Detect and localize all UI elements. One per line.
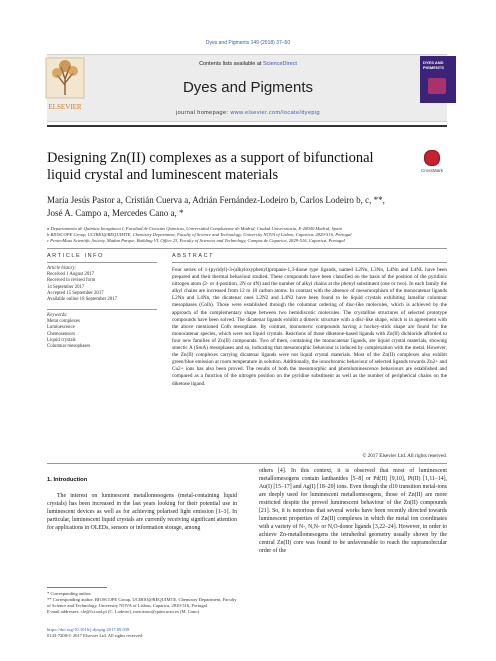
history-label: Article history:	[47, 266, 77, 271]
crossmark-label: CrossMark	[421, 168, 443, 173]
history-received: Received 1 August 2017	[47, 272, 95, 278]
article-info-heading: ARTICLE INFO	[47, 253, 104, 259]
introduction-heading: 1. Introduction	[47, 477, 88, 483]
sciencedirect-link[interactable]: ScienceDirect	[262, 61, 297, 67]
journal-cover-image	[420, 56, 456, 103]
footnotes	[47, 591, 237, 615]
authors-line-1: María Jesús Pastor a, Cristián Cuerva a, Adrián Fernández-Lodeiro b, Carlos Lodeiro b, c, **,	[47, 195, 385, 205]
contents-prefix: Contents lists available at	[199, 61, 263, 67]
history-accepted: Accepted 15 September 2017	[47, 290, 104, 296]
history-revised-date: 14 September 2017	[47, 284, 85, 290]
journal-reference[interactable]: Dyes and Pigments 149 (2018) 37–50	[205, 40, 291, 46]
authors-line-2: José A. Campo a, Mercedes Cano a, *	[47, 208, 184, 218]
history-revised: Received in revised form	[47, 278, 96, 284]
affiliation-b: b BIOSCOPE Group, UCIBIO@REQUIMTE, Chemistry Department, Faculty of Science and Technology, University NOVA of Lisbon, Caparica, 2829-516, Portugal	[47, 232, 352, 237]
keywords-label: Keywords:	[47, 313, 68, 318]
affiliation-divider	[47, 248, 447, 249]
homepage-link[interactable]: www.elsevier.com/locate/dyepig	[230, 110, 320, 116]
history-online: Available online 18 September 2017	[47, 297, 117, 303]
article-doi-block	[47, 627, 247, 639]
footnote-corresponding: * Corresponding author.	[47, 591, 92, 596]
homepage-prefix: journal homepage:	[176, 110, 231, 116]
doi-link[interactable]: https://doi.org/10.1016/j.dyepig.2017.09.039	[47, 627, 130, 632]
abstract-end-divider	[47, 463, 447, 464]
crossmark-badge[interactable]	[412, 150, 452, 173]
abstract-heading: ABSTRACT	[172, 253, 215, 259]
introduction-right-column: others [4]. In this context, it is observed that most of luminescent metallomesogens contain lanthanides [5–8] or Pd(II) [9,10], Pt(II) [1,11–14], Au(I) [15–17] and Ag(I) [18–20] ions. Even though the d10 transition metal-ions are deeply used for luminescent metallomesogens, those of Zn(II) are more restricted despite the proved luminescent behaviour of the Zn(II) compounds [21]. So, it is notorious that several works have been recently directed towards luminescent properties of Zn(II) complexes in which the metal ion coordinates with a variety of N-, N,N- or N,O-donor ligands [3,22–24]. However, in order to achieve Zn-metallomesogens the tetrahedral geometry usually shown by the central Zn(II) core was found to be unfavourable to reach the supramolecular order of the	[259, 468, 447, 554]
article-info-rule	[47, 262, 157, 263]
crossmark-icon	[424, 150, 440, 166]
article-history	[47, 266, 157, 303]
keyword-item: Columnar mesophases	[47, 344, 91, 350]
issn-line: 0143-7208/© 2017 Elsevier Ltd. All rights reserved.	[47, 633, 144, 638]
affiliation-c: c ProteoMass Scientific Society, Madan Parque, Building VI, Office 23, Faculty of Sciences and Technology, Campus de Caparica, 2829-516, Caparica, Portugal	[47, 238, 345, 243]
journal-homepage	[0, 110, 496, 116]
cover-art	[428, 78, 446, 94]
affiliation-a: a Departamento de Química Inorgánica I, Facultad de Ciencias Químicas, Universidad Complutense de Madrid, Ciudad Universitaria, E-28040 Madrid, Spain	[47, 226, 342, 231]
elsevier-wordmark: ELSEVIER	[48, 103, 82, 111]
keyword-item: Luminescence	[47, 325, 75, 331]
keyword-item: Metal complexes	[47, 319, 80, 325]
keyword-item: Chemosensors	[47, 331, 75, 337]
keywords-rule	[47, 309, 157, 310]
footnote-corresponding-2: ** Corresponding author. BIOSCOPE Group, UCIBIO@REQUIMTE, Chemistry Department, Faculty of Science and Technology, University NOVA of Lisbon, Caparica, 2829-516, Portugal.	[47, 597, 237, 608]
keyword-item: Liquid crystals	[47, 337, 76, 343]
cover-title: DYES AND PIGMENTS	[423, 60, 444, 70]
footnote-emails[interactable]: E-mail addresses: cle@fct.unl.pt (C. Lodeiro), mercanoc@quim.ucm.es (M. Cano).	[47, 609, 201, 614]
abstract-copyright: © 2017 Elsevier Ltd. All rights reserved.	[362, 453, 447, 459]
header-divider	[47, 125, 447, 127]
introduction-left-column: The interest on luminescent metallomesogens (metal-containing liquid crystals) has been increased in the last years looking for their potential use in luminescent devices as well as for achieving polarised light emission [1–3]. In particular, luminescent liquid crystals are currently receiving significant attention for applications in OLEDs, sensors or information storage, among	[47, 493, 237, 531]
keywords	[47, 313, 157, 350]
article-title: Designing Zn(II) complexes as a support of bifunctional liquid crystal and luminescent materials	[47, 150, 374, 183]
footnote-divider	[47, 587, 107, 588]
author-list	[47, 194, 447, 220]
abstract-rule	[172, 262, 447, 263]
journal-title: Dyes and Pigments	[182, 79, 314, 96]
abstract-text: Four series of 1-(pyridyl)-3-(alkyloxyphenyl)propane-1,3-dione type ligands, named L2Nn, L3Nn, L4Nn and L4NL have been prepared and their thermal behaviour studied. These compounds have been classified on the basis of the position of the pyridinic nitrogen atom (2- or 4-position, 2N or 4N) and the number of alkyl chains at the phenyl substituent (one or two). In each family the alkyl chains are increased from 12 to 18 carbon atoms. In contrast with the absence of mesomorphism of the monocatenar ligands L2Nn and L4Nn, the dicatenar ones L2N2 and L4N2 have been found to be liquid crystals exhibiting lamellar columnar mesophases (Colh). Those were established through the columnar ordering of disc-like molecules, which is achieved by the approach of the complementary shape between two hemidiscotic molecules. The crystalline structures of selected prototype compounds have been solved. The dicatenar ligands exhibit a dimeric structure with a disc-like shape, which is in agreement with the above mentioned Colh mesophase. By contrast, monomeric compounds having a hockey-stick shape are found for the monocatenar species, which were not liquid crystals. Reactions of those diketone-based ligands with Zn(II) dichloride afforded to four new families of Zn(II) compounds. Two of them, containing the monocatenar ligands, are liquid crystal materials, showing smectic A (SmA) mesophases and so, indicating that mesomorphic behaviour is induced by complexation with the metal. However, the Zn(II) complexes carrying dicatenar ligands were not liquid crystal materials. Most of the Zn(II) complexes also exhibit green/blue emission at room temperature in solution. Additionally, the ionochromic behaviour of selected ligands towards Zn2+ and Cu2+ ions has also been proved. The results of both the mesomorphic and photoluminescence behaviours are established and compared as a function of the nitrogen position on the pyridine substituent as well as the number of peripherical chains on the diketone ligand.	[172, 267, 447, 387]
